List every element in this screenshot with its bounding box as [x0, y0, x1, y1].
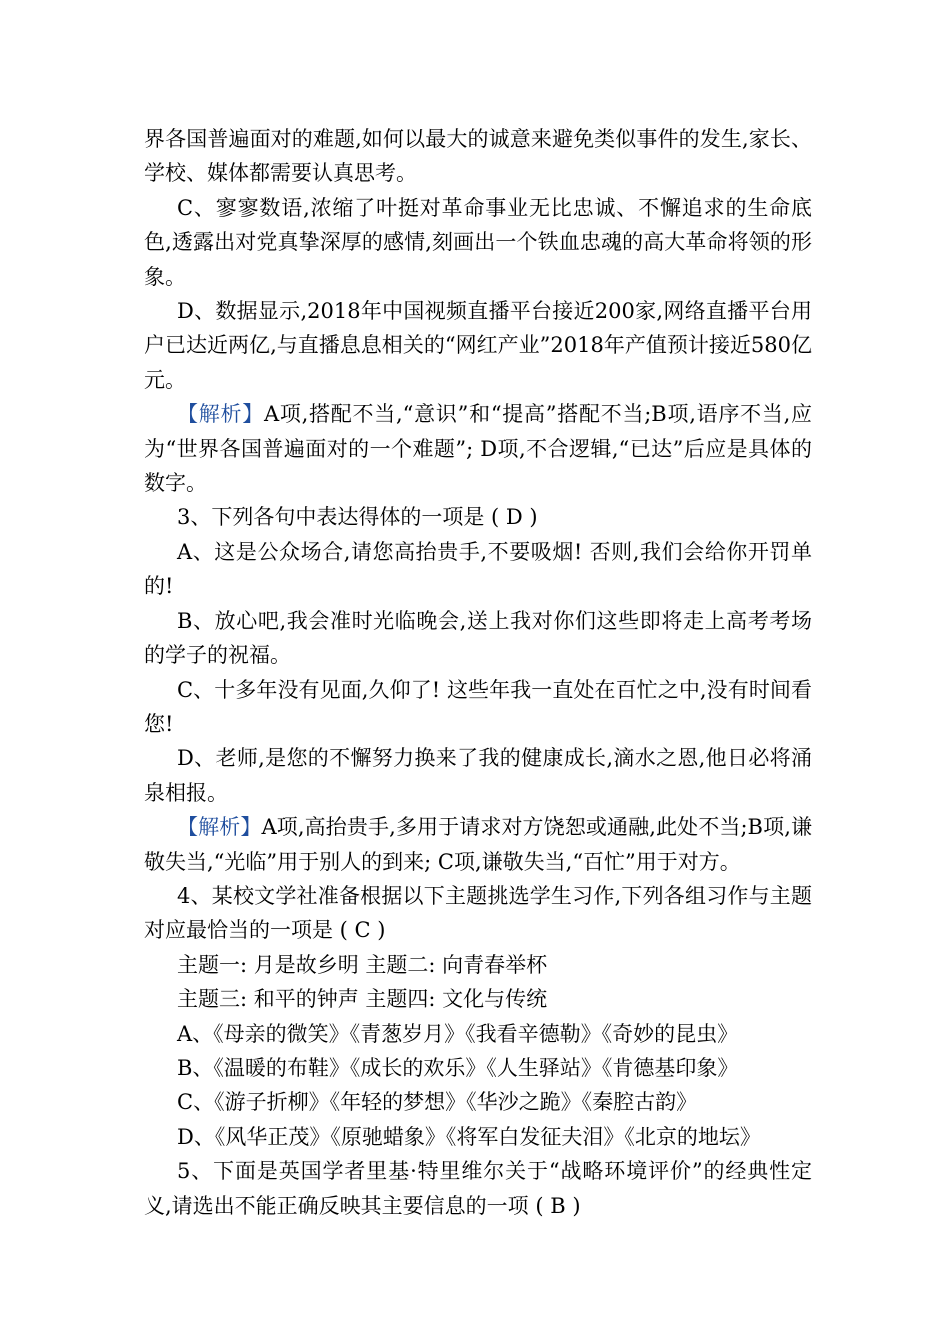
option-a-q3: A、这是公众场合,请您高抬贵手,不要吸烟! 否则,我们会给你开罚单的! — [144, 539, 812, 599]
option-b-q4: B、《温暖的布鞋》《成长的欢乐》《人生驿站》《肯德基印象》 — [177, 1055, 739, 1080]
analysis-text: A项,搭配不当,“意识”和“提高”搭配不当;B项,语序不当,应为“世界各国普遍面对的一个难题”; D项,不合逻辑,“已达”后应是具体的数字。 — [144, 402, 812, 496]
option-c-q3: C、十多年没有见面,久仰了! 这些年我一直处在百忙之中,没有时间看您! — [144, 677, 812, 736]
analysis-q3 — [144, 810, 812, 879]
analysis-q2 — [144, 397, 812, 500]
option-d-q3: D、老师,是您的不懈努力换来了我的健康成长,滴水之恩,他日必将涌泉相报。 — [144, 746, 812, 805]
option-d-q4: D、《风华正茂》《原驰蜡象》《将军白发征夫泪》《北京的地坛》 — [177, 1124, 761, 1149]
analysis-label: 【解析】 — [177, 815, 262, 840]
option-b-q3: B、放心吧,我会准时光临晚会,送上我对你们这些即将走上高考考场的学子的祝福。 — [144, 608, 812, 668]
option-a-q4: A、《母亲的微笑》《青葱岁月》《我看辛德勒》《奇妙的昆虫》 — [177, 1021, 739, 1046]
option-d-q2: D、数据显示,2018年中国视频直播平台接近200家,网络直播平台用户已达近两亿,与直播息息相关的“网红产业”2018年产值预计接近580亿元。 — [144, 299, 812, 392]
theme-line-1: 主题一: 月是故乡明 主题二: 向青春举杯 — [177, 952, 548, 977]
question-3: 3、下列各句中表达得体的一项是 ( D ) — [177, 505, 538, 530]
analysis-text: A项,高抬贵手,多用于请求对方饶恕或通融,此处不当;B项,谦敬失当,“光临”用于别人的到来; C项,谦敬失当,“百忙”用于对方。 — [144, 815, 812, 874]
analysis-label: 【解析】 — [177, 402, 264, 427]
paragraph-continuation: 界各国普遍面对的难题,如何以最大的诚意来避免类似事件的发生,家长、学校、媒体都需要认真思考。 — [144, 127, 812, 186]
question-5: 5、下面是英国学者里基·特里维尔关于“战略环境评价”的经典性定义,请选出不能正确反映其主要信息的一项 ( B ) — [144, 1159, 812, 1218]
document-page — [144, 122, 812, 1223]
option-c-q4: C、《游子折柳》《年轻的梦想》《华沙之跪》《秦腔古韵》 — [177, 1090, 698, 1115]
theme-line-2: 主题三: 和平的钟声 主题四: 文化与传统 — [177, 987, 548, 1012]
question-4: 4、某校文学社准备根据以下主题挑选学生习作,下列各组习作与主题对应最恰当的一项是 ( C ) — [144, 883, 812, 943]
option-c-q2: C、寥寥数语,浓缩了叶挺对革命事业无比忠诚、不懈追求的生命底色,透露出对党真挚深厚的感情,刻画出一个铁血忠魂的高大革命将领的形象。 — [144, 195, 812, 289]
